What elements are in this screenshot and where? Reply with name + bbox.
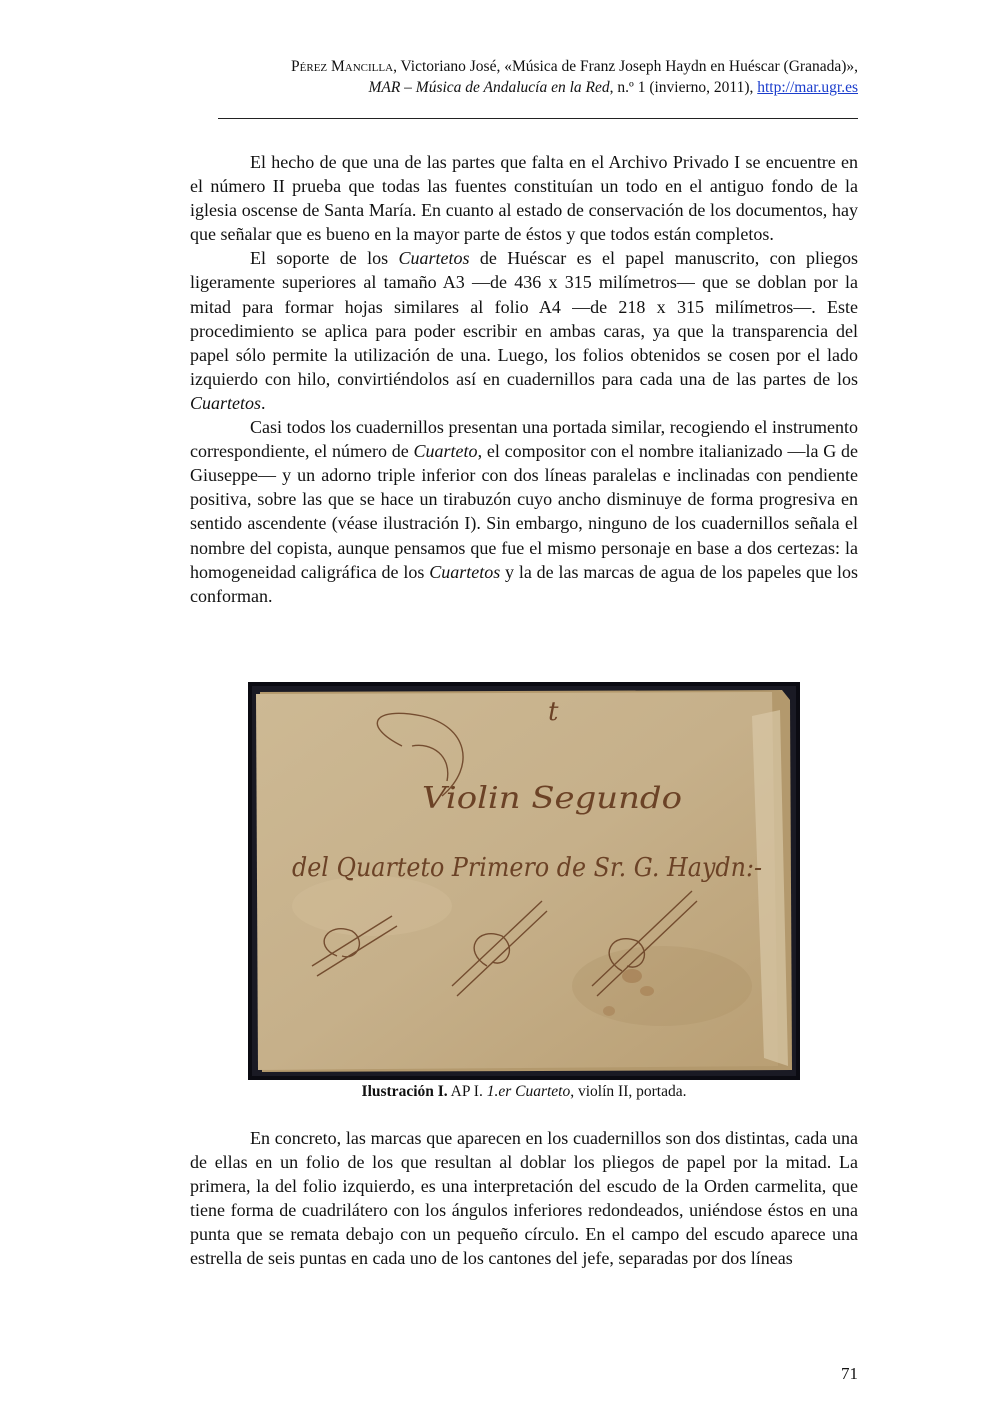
italic-term: Cuartetos [398,248,470,269]
illustration-figure [248,682,800,1080]
text-run: . [261,392,266,413]
italic-term: Cuarteto [413,441,478,462]
text-run: , el compositor con el nombre italianizado —la G de Giuseppe— y un adorno triple inferior con dos líneas paralelas e inclinadas con pendiente positiva, sobre las que se hace un tirabuzón cuyo ancho disminuye de forma progresiva en sentido ascendente (véase ilustración I). Sin embargo, ninguno de los cuadernillos señala el nombre del copista, aunque pensamos que fue el mismo personaje en base a dos certezas: la homogeneidad caligráfica de los [190,441,858,582]
header-url-link[interactable]: http://mar.ugr.es [757,79,858,96]
text-run: y la de las marcas de agua de los papeles que los conforman. [190,561,858,606]
italic-term: Cuartetos [190,392,262,413]
paragraph-p1 [190,150,858,246]
figure-caption [190,1083,858,1101]
text-run: Casi todos los cuadernillos presentan una portada similar, recogiendo el instrumento correspondiente, el número de [190,417,858,462]
paragraph-p3 [190,415,858,608]
caption-label: Ilustración I. [361,1083,448,1100]
caption-italic: 1.er Cuarteto [486,1083,571,1100]
header-author-surname: Pérez Mancilla [291,58,394,75]
paragraph-p4 [190,1126,858,1271]
caption-text-1: AP I. [447,1083,487,1100]
body-text-top [190,150,858,608]
text-run: En concreto, las marcas que aparecen en los cuadernillos son dos distintas, cada una de ellas en un folio de los que resultan al doblar los pliegos de papel por la mitad. La primera, la del folio izquierdo, es una interpretación del escudo de la Orden carmelita, que tiene forma de cuadrilátero con los ángulos inferiores redondeados, uniéndose éstos en una punta que se remata debajo con un pequeño círculo. En el campo del escudo aparece una estrella de seis puntas en cada uno de los cantones del jefe, separadas por dos líneas [190,1128,858,1269]
manuscript-photo [252,686,796,1076]
header-line-author [190,56,858,77]
header-rule [218,118,858,119]
paragraph-p2 [190,246,858,415]
body-text-bottom [190,1126,858,1271]
header-author-rest: , Victoriano José, «Música de Franz Joseph Haydn en Huéscar (Granada)», [393,58,858,75]
text-run: El soporte de los [250,248,399,269]
header-journal-issue: , n.º 1 (invierno, 2011), [609,79,758,96]
running-header [190,56,858,98]
manuscript-mark: t [548,697,559,727]
page-number: 71 [841,1364,858,1383]
header-line-journal [190,77,858,98]
manuscript-title: Violin Segundo [422,781,682,816]
caption-text-2: , violín II, portada. [570,1083,687,1100]
text-run: de Huéscar es el papel manuscrito, con pliegos ligeramente superiores al tamaño A3 —de 436 x 315 milímetros— que se doblan por la mitad para formar hojas similares al folio A4 —de 218 x 315 milímetros—. Este procedimiento se aplica para poder escribir en ambas caras, ya que la transparencia del papel sólo permite la utilización de una. Luego, los folios obtenidos se cosen por el lado izquierdo con hilo, convirtiéndolos así en cuadernillos para cada una de las partes de los [190,248,859,389]
header-journal-title: MAR – Música de Andalucía en la Red [368,79,610,96]
italic-term: Cuartetos [429,561,501,582]
text-run: El hecho de que una de las partes que falta en el Archivo Privado I se encuentre en el número II prueba que todas las fuentes constituían un todo en el antiguo fondo de la iglesia oscense de Santa María. En cuanto al estado de conservación de los documentos, hay que señalar que es bueno en la mayor parte de éstos y que todos están completos. [190,152,858,245]
manuscript-subtitle: del Quarteto Primero de Sr. G. Haydn:- [292,853,762,883]
